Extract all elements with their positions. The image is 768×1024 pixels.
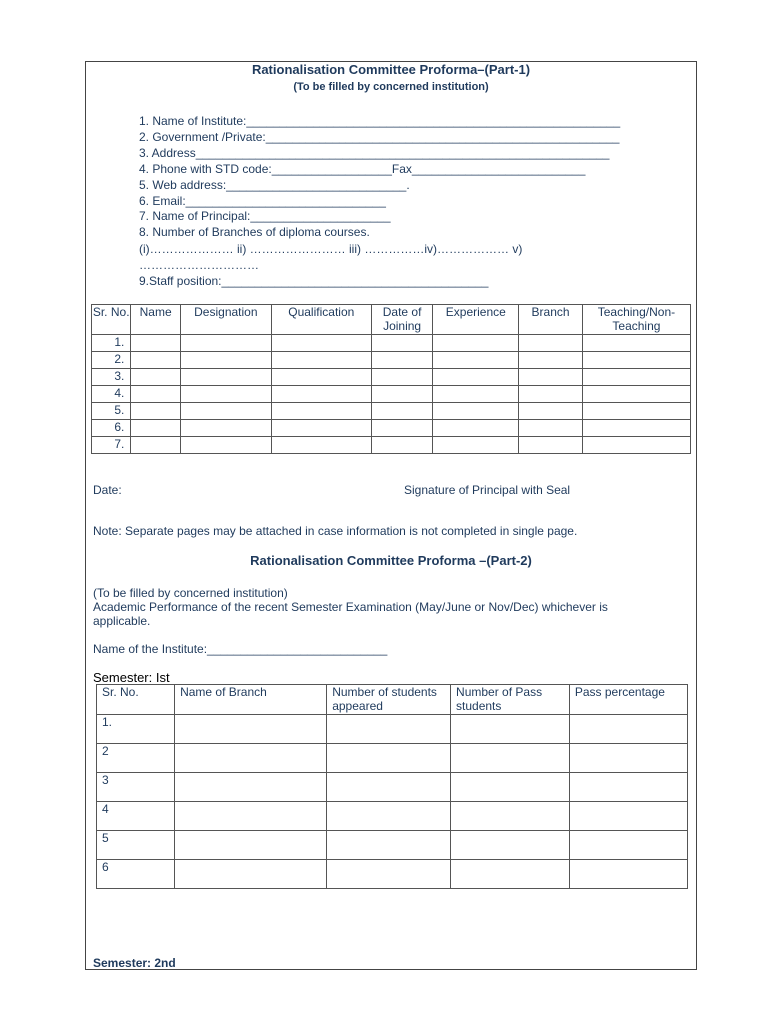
note-text: Note: Separate pages may be attached in case information is not completed in single page. <box>93 524 578 538</box>
col-students-appeared: Number of students appeared <box>327 685 451 715</box>
field-branches-count: 8. Number of Branches of diploma courses. <box>139 225 370 239</box>
staff-table <box>91 304 691 454</box>
signature-label: Signature of Principal with Seal <box>404 483 571 497</box>
row-number: 5 <box>97 831 175 860</box>
col-experience: Experience <box>433 305 519 335</box>
field-staff-position: 9.Staff position:________________________________________ <box>139 274 489 288</box>
row-number: 5. <box>92 403 131 420</box>
field-institute-name: 1. Name of Institute:________________________________________________________ <box>139 114 621 128</box>
row-number: 4. <box>92 386 131 403</box>
col-sr-no: Sr. No. <box>97 685 175 715</box>
field-phone-fax: 4. Phone with STD code:__________________Fax__________________________ <box>139 162 586 176</box>
table-row <box>92 369 691 386</box>
col-branch-name: Name of Branch <box>175 685 327 715</box>
row-number: 3 <box>97 773 175 802</box>
field-address: 3. Address______________________________________________________________ <box>139 146 610 160</box>
row-number: 3. <box>92 369 131 386</box>
table-row <box>92 437 691 454</box>
row-number: 1. <box>92 335 131 352</box>
table-row <box>97 715 688 744</box>
row-number: 6. <box>92 420 131 437</box>
row-number: 2. <box>92 352 131 369</box>
part2-title: Rationalisation Committee Proforma –(Part-2) <box>250 553 532 568</box>
field-branches-list-cont: ………………………… <box>139 258 259 272</box>
semester-2-label: Semester: 2nd <box>93 956 176 970</box>
col-sr-no: Sr. No. <box>92 305 131 335</box>
academic-performance-text: Academic Performance of the recent Semester Examination (May/June or Nov/Dec) whichever is <box>93 600 608 614</box>
table-row <box>92 403 691 420</box>
academic-performance-text-cont: applicable. <box>93 614 151 628</box>
part2-filled-by: (To be filled by concerned institution) <box>93 586 288 600</box>
col-name: Name <box>131 305 180 335</box>
institute-name-field: Name of the Institute:___________________________ <box>93 642 388 656</box>
col-date-of-joining: Date of Joining <box>371 305 433 335</box>
table-row <box>97 860 688 889</box>
table-row <box>92 386 691 403</box>
col-designation: Designation <box>180 305 271 335</box>
col-pass-percentage: Pass percentage <box>569 685 687 715</box>
result-table-header <box>97 685 688 715</box>
row-number: 1. <box>97 715 175 744</box>
part1-subtitle: (To be filled by concerned institution) <box>293 81 489 93</box>
row-number: 7. <box>92 437 131 454</box>
semester-1-label: Semester: Ist <box>93 670 170 685</box>
field-email: 6. Email:______________________________ <box>139 194 386 208</box>
field-web-address: 5. Web address:___________________________. <box>139 178 410 192</box>
table-row <box>92 352 691 369</box>
field-government-private: 2. Government /Private:_____________________________________________________ <box>139 130 620 144</box>
table-row <box>97 831 688 860</box>
table-row <box>92 335 691 352</box>
table-row <box>97 802 688 831</box>
table-row <box>97 744 688 773</box>
result-table <box>96 684 688 889</box>
date-label: Date: <box>93 483 122 497</box>
field-principal-name: 7. Name of Principal:_____________________ <box>139 209 391 223</box>
row-number: 6 <box>97 860 175 889</box>
proforma-page <box>85 61 697 970</box>
row-number: 2 <box>97 744 175 773</box>
col-branch: Branch <box>519 305 583 335</box>
row-number: 4 <box>97 802 175 831</box>
table-row <box>92 420 691 437</box>
col-teaching-type: Teaching/Non-Teaching <box>582 305 690 335</box>
col-qualification: Qualification <box>271 305 371 335</box>
col-pass-students: Number of Pass students <box>451 685 570 715</box>
staff-table-header <box>92 305 691 335</box>
part1-title: Rationalisation Committee Proforma–(Part-1) <box>251 62 531 77</box>
table-row <box>97 773 688 802</box>
field-branches-list: (i)………………… ii) …………………… iii) ……………iv)……………… v) <box>139 242 523 256</box>
